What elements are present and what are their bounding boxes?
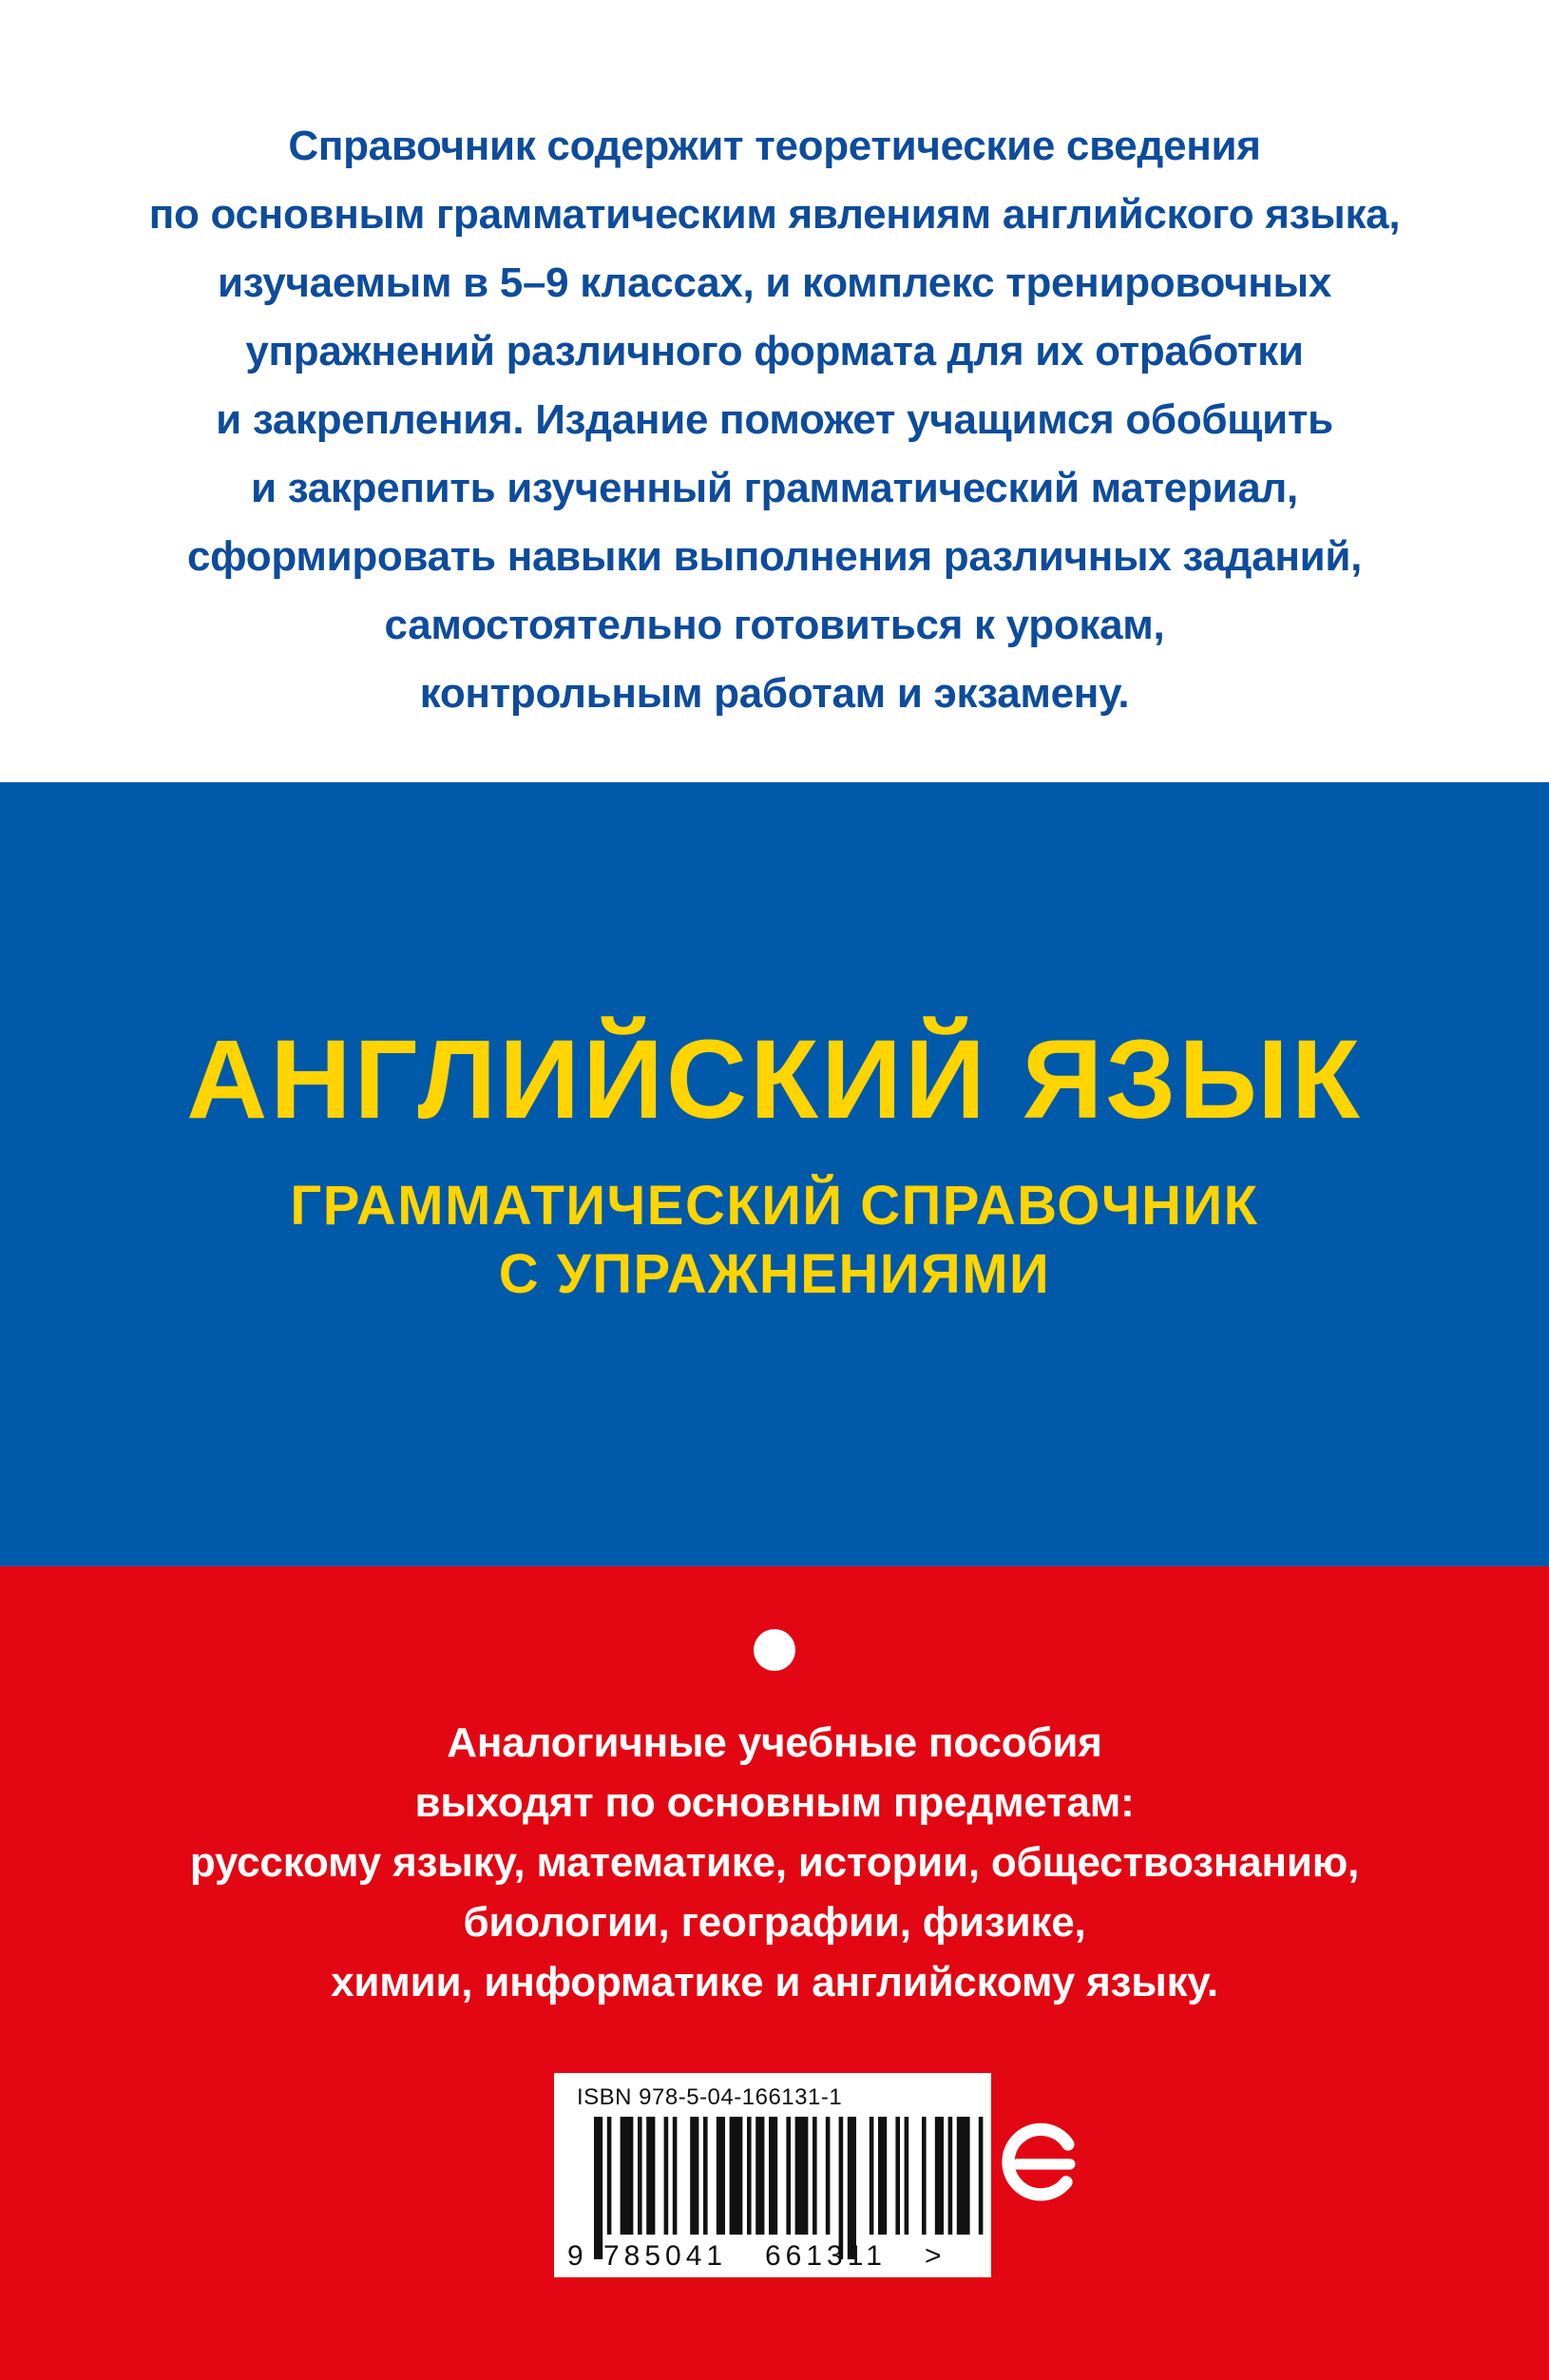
barcode-bar xyxy=(895,2117,900,2235)
barcode-block xyxy=(554,2073,991,2277)
intro-panel xyxy=(0,0,1549,782)
barcode-bar xyxy=(905,2117,909,2235)
series-line: русскому языку, математике, истории, обществознанию, xyxy=(189,1839,1360,1886)
barcode-bar xyxy=(690,2117,698,2235)
series-line: биологии, географии, физике, xyxy=(463,1899,1086,1946)
barcode-bar xyxy=(922,2117,927,2235)
barcode-bar xyxy=(948,2117,953,2235)
barcode-bar xyxy=(826,2117,831,2235)
barcode-bars xyxy=(594,2117,984,2259)
barcode-bar xyxy=(664,2117,669,2235)
barcode-bar xyxy=(730,2117,743,2235)
barcode-bar xyxy=(673,2117,678,2235)
book-subtitle xyxy=(0,1172,1549,1309)
barcode-icon xyxy=(562,2115,984,2273)
isbn-label: ISBN 978-5-04-166131-1 xyxy=(577,2084,843,2110)
barcode-bar xyxy=(594,2117,602,2259)
series-line: Аналогичные учебные пособия xyxy=(447,1719,1102,1766)
book-title: АНГЛИЙСКИЙ ЯЗЫК xyxy=(186,1017,1363,1142)
intro-line: самостоятельно готовиться к урокам, xyxy=(384,602,1165,648)
barcode-bar xyxy=(935,2117,944,2235)
bullet-dot-icon xyxy=(754,1629,795,1671)
intro-line: контрольным работам и экзамену. xyxy=(419,670,1130,717)
intro-line: сформировать навыки выполнения различных заданий, xyxy=(186,533,1363,580)
barcode-bar xyxy=(747,2117,752,2235)
barcode-bar xyxy=(621,2117,634,2235)
intro-line: по основным грамматическим явлениям английского языка, xyxy=(148,191,1401,238)
barcode-bar xyxy=(979,2117,984,2235)
barcode-bar xyxy=(957,2117,970,2235)
series-description xyxy=(95,1713,1454,2012)
intro-line: и закрепить изученный грамматический материал, xyxy=(251,465,1298,511)
intro-line: Справочник содержит теоретические сведения xyxy=(288,123,1261,169)
series-line: химии, информатике и английскому языку. xyxy=(331,1959,1218,2006)
barcode-bar xyxy=(786,2117,791,2235)
barcode-bar xyxy=(717,2117,725,2235)
barcode-bar xyxy=(839,2117,844,2259)
barcode-bar xyxy=(646,2117,655,2235)
intro-line: упражнений различного формата для их отработки xyxy=(245,328,1304,374)
barcode-bar xyxy=(607,2117,612,2235)
barcode-bar xyxy=(848,2117,856,2259)
barcode-bar xyxy=(769,2117,777,2235)
barcode-bar xyxy=(795,2117,809,2235)
barcode-digit-trail: > xyxy=(925,2240,942,2272)
barcode-bar xyxy=(813,2117,817,2235)
subtitle-line: ГРАММАТИЧЕСКИЙ СПРАВОЧНИК xyxy=(290,1175,1259,1237)
barcode-digits-right: 661311 xyxy=(765,2240,887,2272)
barcode-bar xyxy=(638,2117,642,2235)
subtitle-line: С УПРАЖНЕНИЯМИ xyxy=(498,1243,1051,1305)
intro-line: и закрепления. Издание поможет учащимся обобщить xyxy=(216,396,1333,443)
series-panel xyxy=(0,1566,1549,2380)
barcode-bar xyxy=(878,2117,887,2235)
title-panel xyxy=(0,782,1549,1566)
barcode-digits-left: 785041 xyxy=(603,2240,728,2272)
intro-description xyxy=(95,112,1454,728)
barcode-digit-lead: 9 xyxy=(567,2240,583,2272)
intro-line: изучаемым в 5–9 классах, и комплекс тренировочных xyxy=(218,259,1331,306)
eksmo-logo-icon xyxy=(994,2105,1084,2219)
barcode-bar xyxy=(755,2117,764,2235)
barcode-bar xyxy=(870,2117,874,2235)
series-line: выходят по основным предметам: xyxy=(414,1779,1135,1826)
barcode-bar xyxy=(703,2117,708,2235)
